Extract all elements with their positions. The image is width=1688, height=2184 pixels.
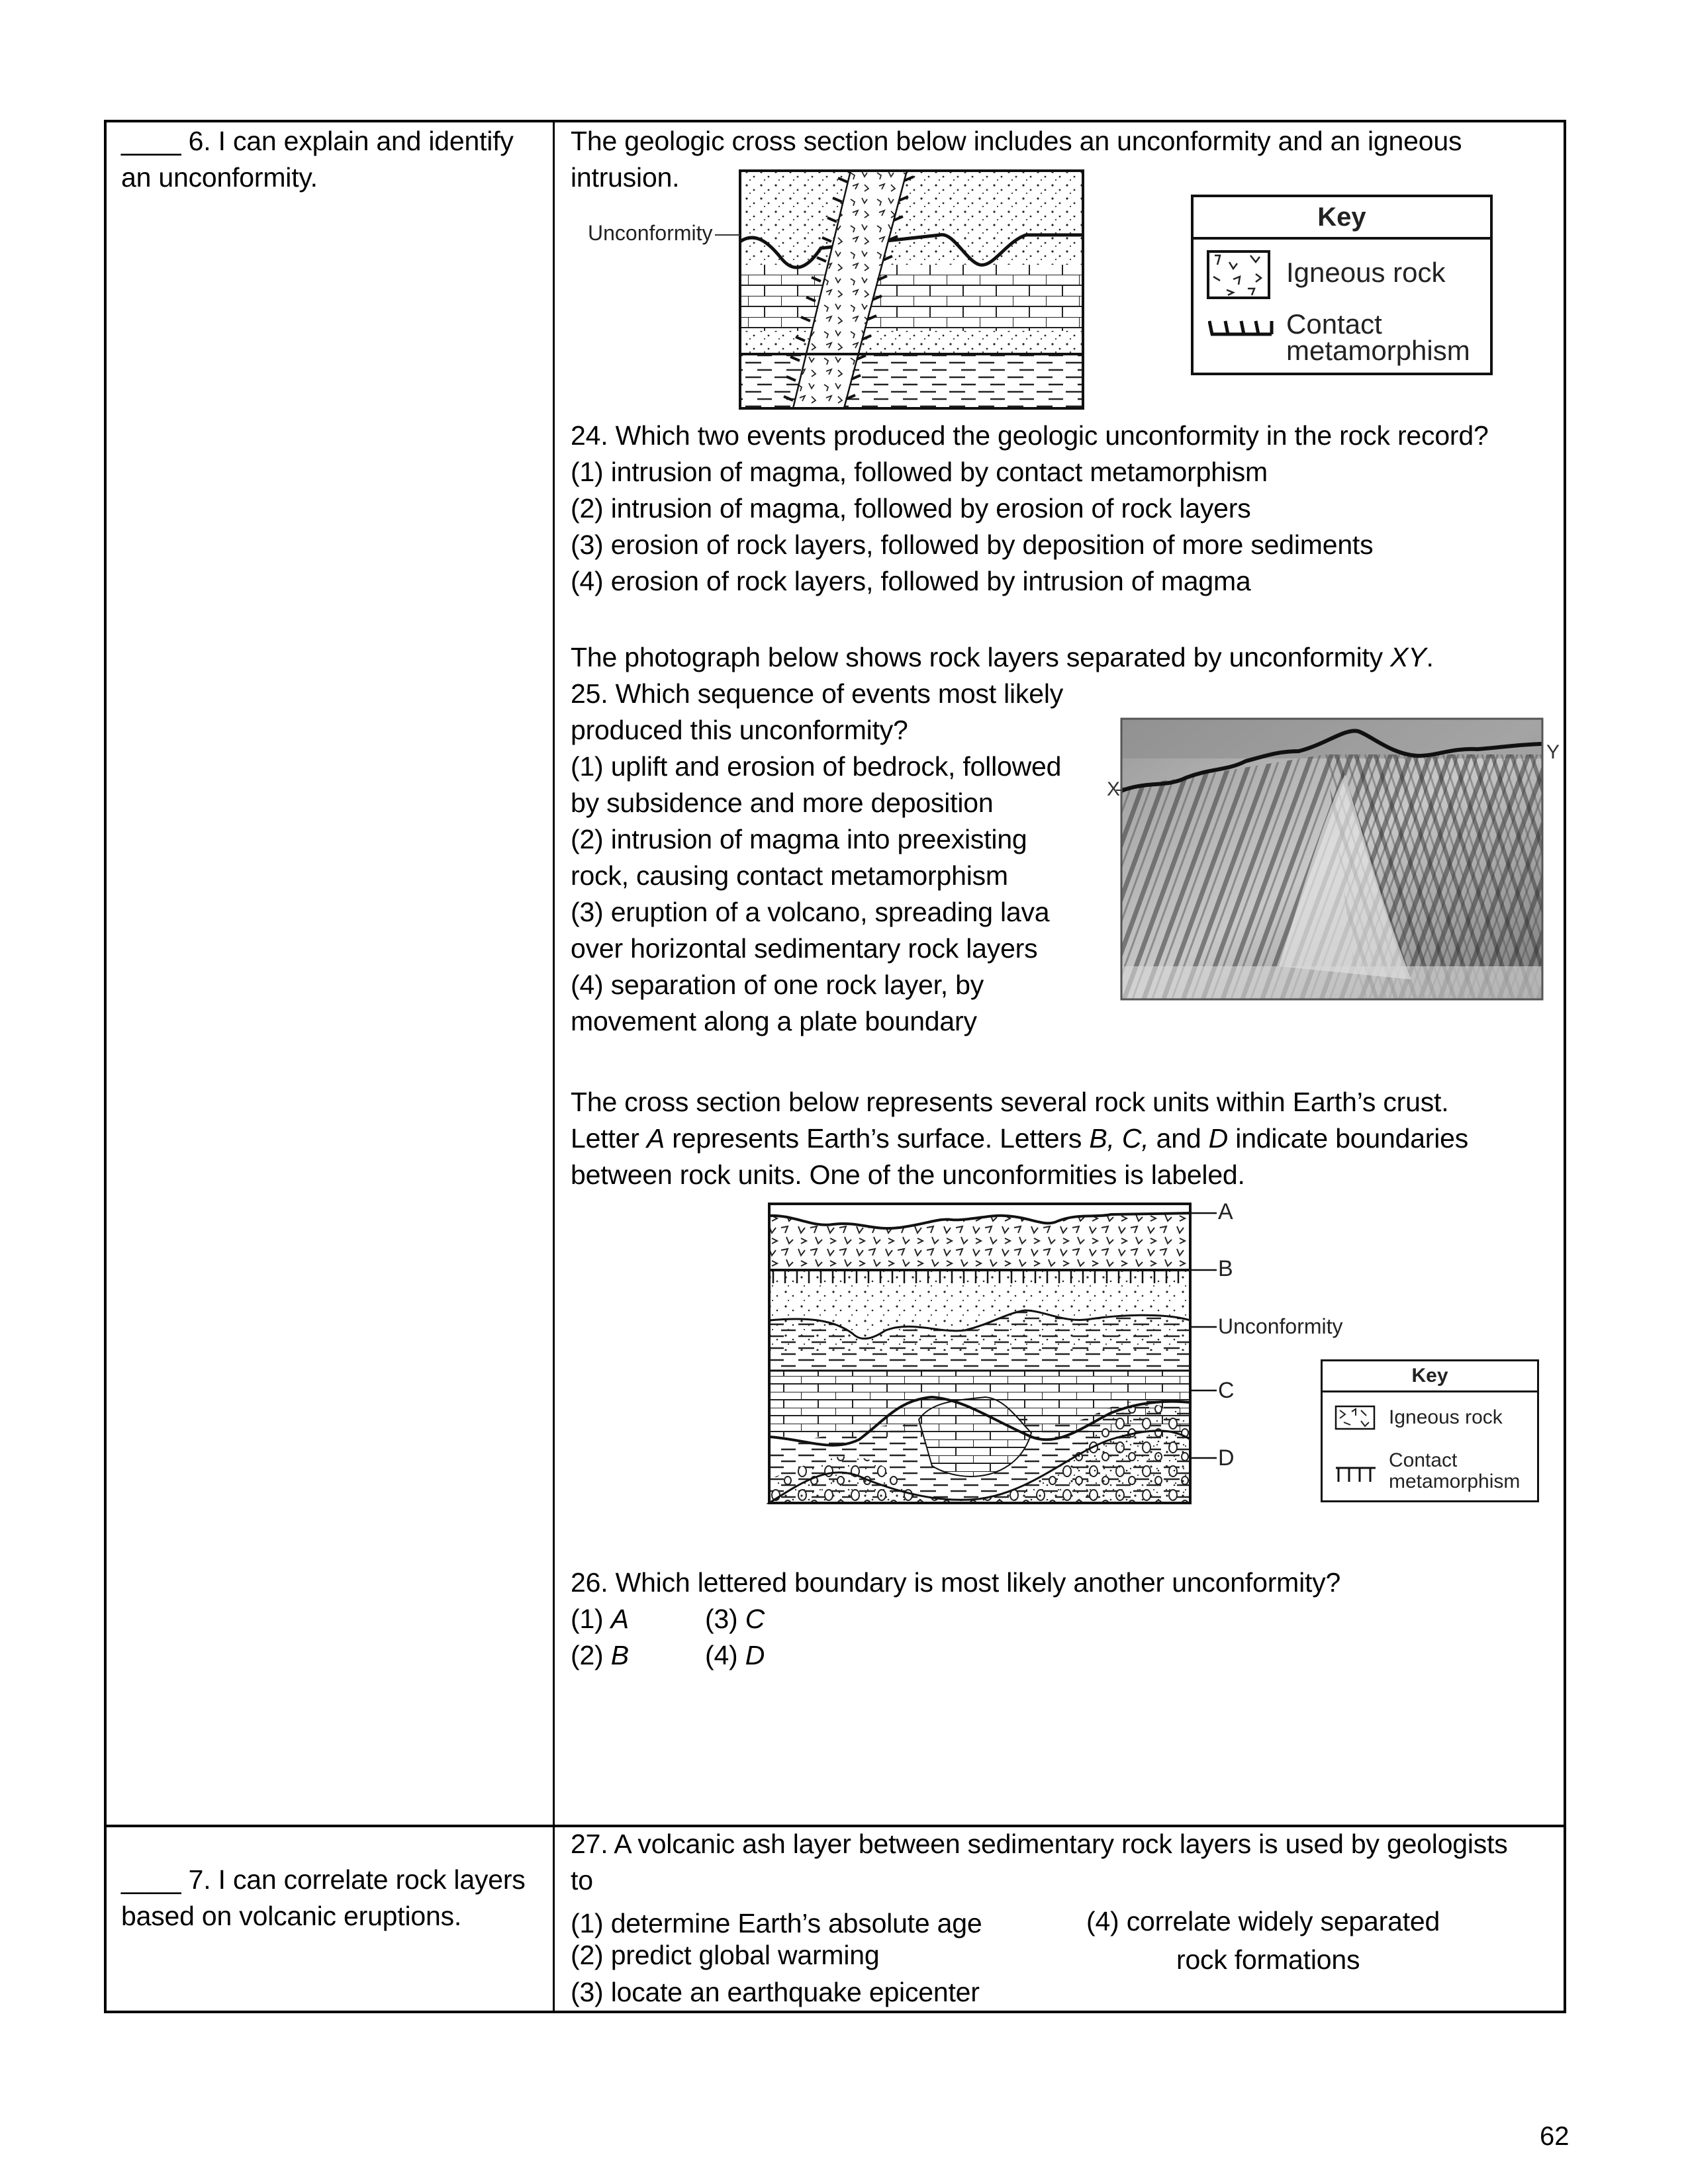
key2-item-igneous: Igneous rock — [1389, 1406, 1503, 1428]
table-border-left — [104, 120, 107, 2013]
cross-section-diagram-1 — [715, 169, 1086, 410]
q27-option-4-line1[interactable]: (4) correlate widely separated — [1086, 1906, 1440, 1936]
table-border-bottom — [104, 2011, 1566, 2013]
key-item-contact-line2: metamorphism — [1286, 335, 1470, 366]
key-item-contact-line1: Contact — [1286, 308, 1382, 340]
section3-intro-line2: Letter A represents Earth’s surface. Letters B, C, and D indicate boundaries — [571, 1123, 1469, 1154]
q25-option-3-line2[interactable]: over horizontal sedimentary rock layers — [571, 933, 1038, 964]
table-border-top — [104, 120, 1566, 122]
page-number: 62 — [1540, 2122, 1570, 2151]
igneous-rock-swatch-icon-2 — [1335, 1405, 1377, 1432]
objective-6-line1: ____ 6. I can explain and identify — [121, 126, 514, 156]
q27-option-4-line2[interactable]: rock formations — [1176, 1944, 1360, 1975]
section3-intro-line3: between rock units. One of the unconformities is labeled. — [571, 1160, 1245, 1190]
diagram2-key — [1321, 1359, 1539, 1502]
photo-label-y: Y — [1546, 741, 1560, 763]
q26-option-2[interactable]: (2) B — [571, 1640, 629, 1670]
question-26: 26. Which lettered boundary is most likely another unconformity? — [571, 1567, 1341, 1598]
q26-option-4[interactable]: (4) D — [705, 1640, 765, 1670]
q25-option-3-line1[interactable]: (3) eruption of a volcano, spreading lava — [571, 897, 1050, 927]
q26-option-3[interactable]: (3) C — [705, 1604, 765, 1634]
key-title: Key — [1194, 197, 1490, 240]
photo-label-x: X — [1107, 778, 1121, 800]
question-25-line1: 25. Which sequence of events most likely — [571, 678, 1064, 709]
q24-option-3[interactable]: (3) erosion of rock layers, followed by deposition of more sediments — [571, 529, 1374, 560]
q24-option-4[interactable]: (4) erosion of rock layers, followed by intrusion of magma — [571, 566, 1251, 596]
checkbox-blank-2[interactable]: ____ — [121, 1864, 181, 1895]
question-27-line1: 27. A volcanic ash layer between sedimentary rock layers is used by geologists — [571, 1829, 1508, 1859]
key2-item-contact-line2: metamorphism — [1389, 1471, 1521, 1492]
unconformity-label: Unconformity — [588, 221, 713, 245]
key2-item-contact-line1: Contact — [1389, 1449, 1458, 1471]
q27-option-2[interactable]: (2) predict global warming — [571, 1940, 880, 1970]
q25-option-2-line2[interactable]: rock, causing contact metamorphism — [571, 860, 1008, 891]
contact-metamorphism-symbol-icon — [1208, 318, 1274, 338]
section2-intro: The photograph below shows rock layers separated by unconformity XY. — [571, 642, 1434, 672]
checkbox-blank[interactable]: ____ — [121, 126, 181, 156]
q25-option-1-line2[interactable]: by subsidence and more deposition — [571, 788, 994, 818]
cross-section-diagram-2 — [767, 1201, 1217, 1506]
rock-layers-photograph — [1107, 715, 1544, 1001]
objective-7-line1: ____ 7. I can correlate rock layers — [121, 1864, 526, 1895]
boundary-label-d: D — [1218, 1445, 1235, 1471]
objective-7-line2: based on volcanic eruptions. — [121, 1901, 462, 1931]
boundary-label-b: B — [1218, 1256, 1233, 1281]
boundary-label-a: A — [1218, 1199, 1233, 1224]
question-24: 24. Which two events produced the geologic unconformity in the rock record? — [571, 420, 1489, 451]
section3-intro-line1: The cross section below represents several rock units within Earth’s crust. — [571, 1087, 1449, 1117]
q26-option-1[interactable]: (1) A — [571, 1604, 629, 1634]
question-25-line2: produced this unconformity? — [571, 715, 908, 745]
q24-option-2[interactable]: (2) intrusion of magma, followed by erosion of rock layers — [571, 493, 1251, 523]
q27-option-3[interactable]: (3) locate an earthquake epicenter — [571, 1977, 980, 2007]
contact-metamorphism-symbol-icon-2 — [1335, 1466, 1377, 1483]
q25-option-1-line1[interactable]: (1) uplift and erosion of bedrock, followed — [571, 751, 1062, 782]
section1-intro-line1: The geologic cross section below includes an unconformity and an igneous — [571, 126, 1462, 156]
q27-option-1[interactable]: (1) determine Earth’s absolute age — [571, 1908, 982, 1938]
section1-intro-line2: intrusion. — [571, 162, 680, 193]
key2-title: Key — [1323, 1361, 1537, 1392]
q25-option-2-line1[interactable]: (2) intrusion of magma into preexisting — [571, 824, 1027, 854]
q24-option-1[interactable]: (1) intrusion of magma, followed by contact metamorphism — [571, 457, 1268, 487]
diagram1-key — [1191, 195, 1493, 375]
objective-6-line2: an unconformity. — [121, 162, 318, 193]
table-column-divider — [553, 120, 555, 2013]
boundary-label-c: C — [1218, 1378, 1235, 1403]
table-border-right — [1564, 120, 1566, 2013]
igneous-rock-swatch-icon — [1207, 250, 1273, 300]
q25-option-4-line1[interactable]: (4) separation of one rock layer, by — [571, 970, 984, 1000]
question-27-line2: to — [571, 1865, 593, 1895]
key-item-igneous: Igneous rock — [1286, 257, 1446, 288]
unconformity-label-2: Unconformity — [1218, 1314, 1343, 1338]
q25-option-4-line2[interactable]: movement along a plate boundary — [571, 1006, 977, 1036]
